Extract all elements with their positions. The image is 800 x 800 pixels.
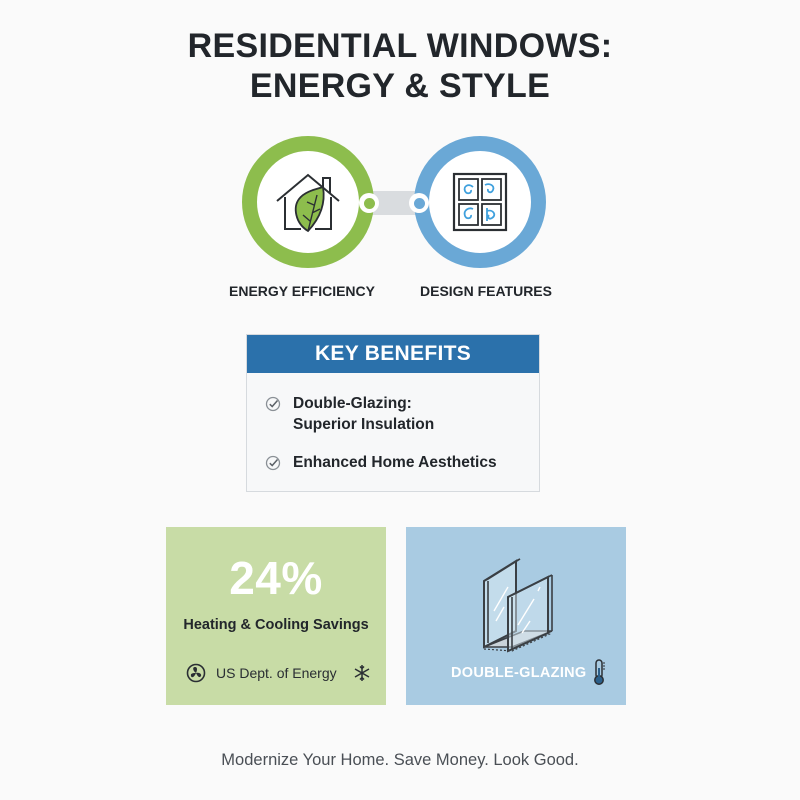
benefit-item [265,393,434,435]
page-title [0,26,800,106]
source-text: US Dept. of Energy [216,665,337,681]
energy-efficiency-label: ENERGY EFFICIENCY [229,283,375,299]
tagline: Modernize Your Home. Save Money. Look Good. [221,751,579,769]
savings-label: Heating & Cooling Savings [183,617,369,633]
house-leaf-icon [273,169,343,235]
energy-efficiency-circle [242,136,374,268]
snowflake-icon [353,664,371,682]
fan-icon [186,663,206,683]
check-circle-icon [265,455,281,471]
benefit-text: Enhanced Home Aesthetics [293,454,497,471]
title-line-1: RESIDENTIAL WINDOWS: [187,27,613,65]
savings-source [186,663,371,683]
design-features-circle [414,136,546,268]
title-line-2: ENERGY & STYLE [249,67,551,105]
double-glazing-label: DOUBLE-GLAZING [451,665,587,681]
double-glazing-pane-icon [478,551,558,657]
window-swirl-icon [451,171,509,233]
connector-node-left [359,193,379,213]
double-glazing-card [406,527,626,705]
thermometer-icon [592,658,606,686]
connector-node-right [409,193,429,213]
benefit-text-line-1: Double-Glazing: [293,395,412,412]
savings-percentage: 24% [229,552,323,604]
key-benefits-panel [246,334,540,492]
key-benefits-header: KEY BENEFITS [247,335,539,373]
savings-stat-card [166,527,386,705]
benefit-text-line-2: Superior Insulation [293,416,435,433]
design-features-label: DESIGN FEATURES [420,283,552,299]
benefit-item [265,452,497,473]
check-circle-icon [265,396,281,412]
